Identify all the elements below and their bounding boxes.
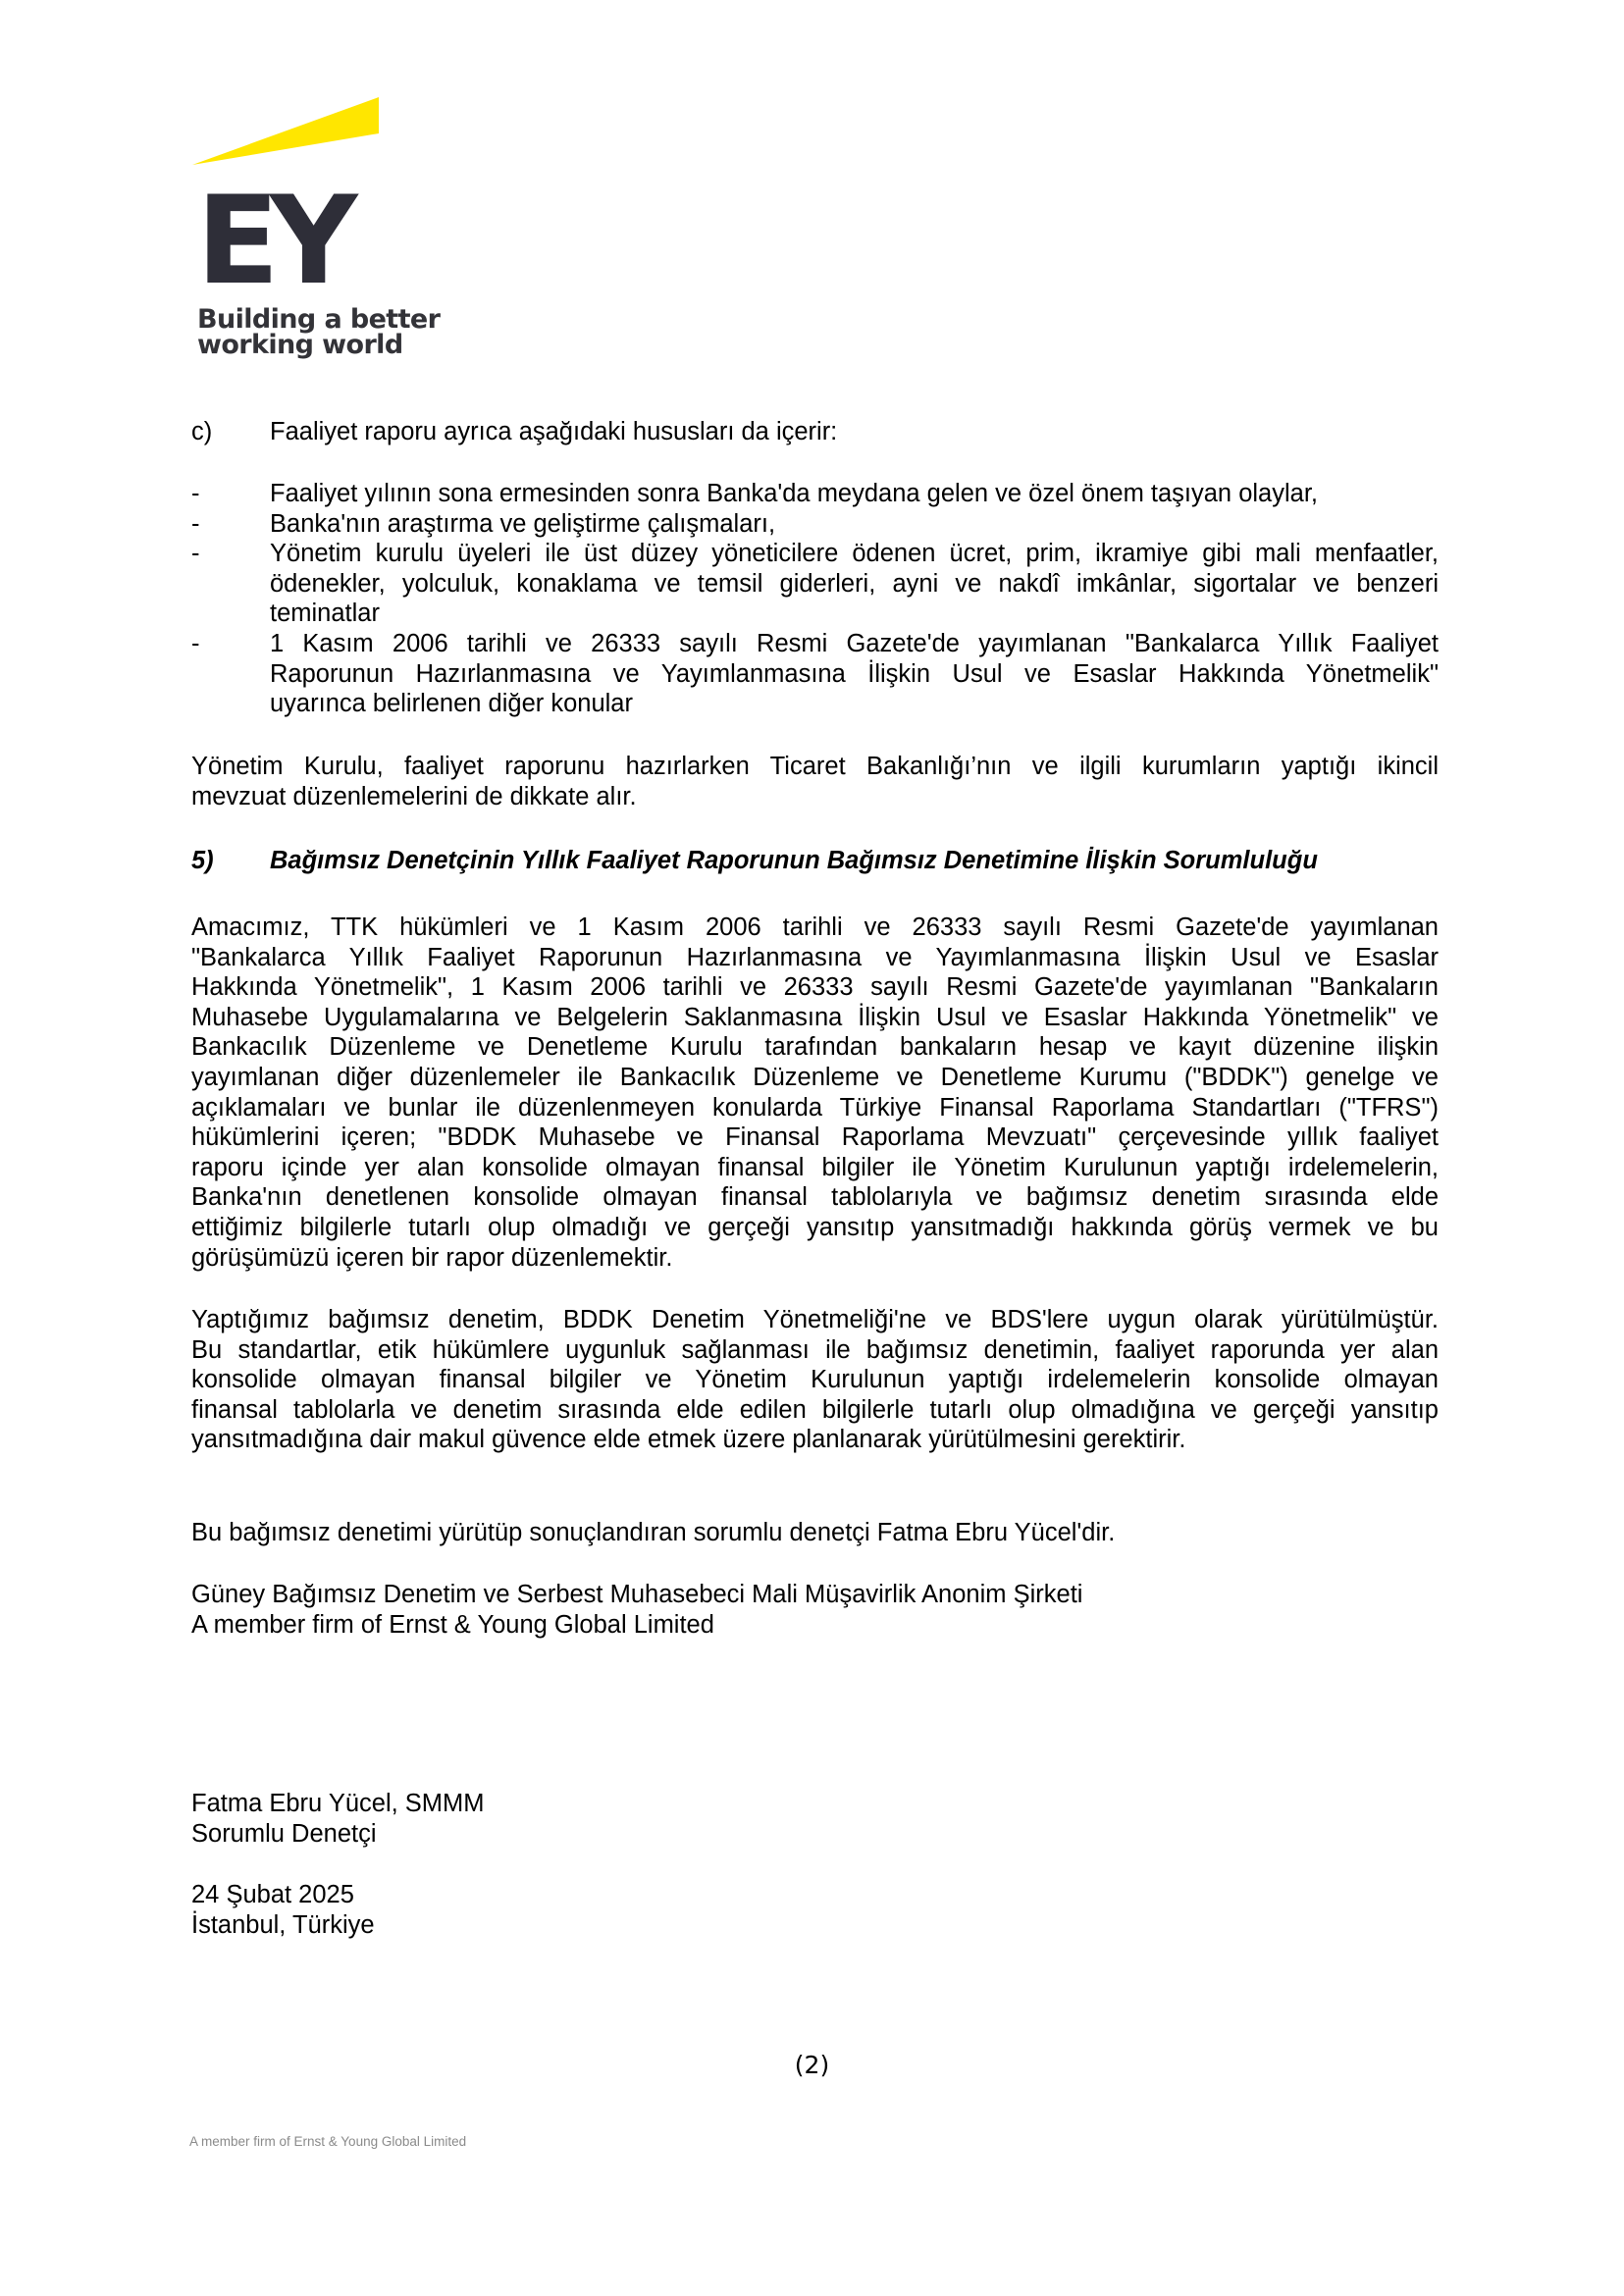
report-date: 24 Şubat 2025 [191, 1881, 354, 1908]
list-bullet: - [191, 630, 200, 657]
paragraph-line: Muhasebe Uygulamalarına ve Belgelerin Saklanmasına İlişkin Usul ve Esaslar Hakkında Yönetmelik" ve [191, 1003, 1439, 1031]
section-c-closing-line: mevzuat düzenlemelerini de dikkate alır. [191, 783, 637, 810]
list-item-line: ödenekler, yolculuk, konaklama ve temsil giderleri, ayni ve nakdî imkânlar, sigortalar ve benzeri [270, 570, 1439, 598]
ey-beam-icon [0, 0, 412, 196]
section-c-closing-line: Yönetim Kurulu, faaliyet raporunu hazırlarken Ticaret Bakanlığı’nın ve ilgili kurumların yaptığı ikincil [191, 753, 1439, 780]
list-item-line: uyarınca belirlenen diğer konular [270, 690, 633, 717]
ey-wordmark: EY [196, 171, 348, 312]
paragraph-line: hükümlerini içeren; "BDDK Muhasebe ve Finansal Raporlama Mevzuatı" çerçevesinde yıllık faaliyet [191, 1123, 1439, 1152]
signer-name: Fatma Ebru Yücel, SMMM [191, 1790, 485, 1817]
firm-membership: A member firm of Ernst & Young Global Limited [191, 1611, 714, 1639]
list-bullet: - [191, 480, 200, 507]
list-bullet: - [191, 540, 200, 567]
list-item-line: 1 Kasım 2006 tarihli ve 26333 sayılı Resmi Gazete'de yayımlanan "Bankalarca Yıllık Faaliyet [270, 630, 1439, 657]
paragraph-line: açıklamaları ve bunlar ile düzenlenmeyen konularda Türkiye Finansal Raporlama Standartları ("TFRS") [191, 1093, 1439, 1122]
paragraph-line: yayımlanan diğer düzenlemeler ile Bankacılık Düzenleme ve Denetleme Kurumu ("BDDK") genelge ve [191, 1064, 1439, 1091]
tagline-line-1: Building a better [197, 304, 441, 335]
list-item: Banka'nın araştırma ve geliştirme çalışmaları, [270, 510, 776, 538]
report-place: İstanbul, Türkiye [191, 1911, 375, 1939]
section-5-marker: 5) [191, 847, 214, 874]
page-footer: A member firm of Ernst & Young Global Limited [189, 2134, 467, 2149]
paragraph-line: Amacımız, TTK hükümleri ve 1 Kasım 2006 tarihli ve 26333 sayılı Resmi Gazete'de yayımlanan [191, 913, 1439, 941]
paragraph-line: finansal tablolarla ve denetim sırasında elde edilen bilgilerle tutarlı olup olmadığına ve gerçeği yansıtıp [191, 1395, 1439, 1424]
paragraph-line: Bankacılık Düzenleme ve Denetleme Kurulu tarafından bankaların hesap ve kayıt düzenine ilişkin [191, 1033, 1439, 1062]
tagline-line-2: working world [197, 330, 403, 360]
list-item-line: Raporunun Hazırlanmasına ve Yayımlanmasına İlişkin Usul ve Esaslar Hakkında Yönetmelik" [270, 660, 1439, 688]
section-5-title: Bağımsız Denetçinin Yıllık Faaliyet Raporunun Bağımsız Denetimine İlişkin Sorumluluğu [270, 847, 1318, 874]
paragraph-line: Hakkında Yönetmelik", 1 Kasım 2006 tarihli ve 26333 sayılı Resmi Gazete'de yayımlanan "Bankaların [191, 973, 1439, 1002]
firm-name: Güney Bağımsız Denetim ve Serbest Muhasebeci Mali Müşavirlik Anonim Şirketi [191, 1581, 1083, 1608]
paragraph-line: Yaptığımız bağımsız denetim, BDDK Denetim Yönetmeliği'ne ve BDS'lere uygun olarak yürütülmüştür. [191, 1306, 1439, 1333]
paragraph-line: konsolide olmayan finansal bilgiler ve Yönetim Kurulunun yaptığı irdelemelerin konsolide olmayan [191, 1366, 1439, 1394]
paragraph-line: görüşümüzü içeren bir rapor düzenlemektir. [191, 1243, 673, 1272]
logo-tagline [197, 304, 441, 360]
list-item-line: Yönetim kurulu üyeleri ile üst düzey yöneticilere ödenen ücret, prim, ikramiye gibi mali menfaatler, [270, 540, 1439, 567]
paragraph-line: Banka'nın denetlenen konsolide olmayan finansal tablolarıyla ve bağımsız denetim sırasında elde [191, 1183, 1439, 1212]
list-item-line: teminatlar [270, 600, 380, 627]
paragraph-line: ettiğimiz bilgilerle tutarlı olup olmadığı ve gerçeği yansıtıp yansıtmadığı hakkında görüş vermek ve bu [191, 1214, 1439, 1241]
page-number: (2) [794, 2051, 830, 2079]
paragraph-line: Bu standartlar, etik hükümlere uygunluk sağlanması ile bağımsız denetimin, faaliyet raporunda yer alan [191, 1335, 1439, 1364]
paragraph-line: yansıtmadığına dair makul güvence elde etmek üzere planlanarak yürütülmesini gerektirir. [191, 1426, 1186, 1454]
list-item: Faaliyet yılının sona ermesinden sonra Banka'da meydana gelen ve özel önem taşıyan olaylar, [270, 480, 1318, 507]
section-c-intro: Faaliyet raporu ayrıca aşağıdaki hususları da içerir: [270, 418, 838, 445]
section-c-marker: c) [191, 418, 213, 445]
paragraph-line: raporu içinde yer alan konsolide olmayan finansal bilgiler ile Yönetim Kurulunun yaptığı irdelemelerin, [191, 1153, 1439, 1181]
signer-title: Sorumlu Denetçi [191, 1820, 377, 1848]
responsible-auditor-statement: Bu bağımsız denetimi yürütüp sonuçlandıran sorumlu denetçi Fatma Ebru Yücel'dir. [191, 1519, 1116, 1546]
list-bullet: - [191, 510, 200, 538]
paragraph-line: "Bankalarca Yıllık Faaliyet Raporunun Hazırlanmasına ve Yayımlanmasına İlişkin Usul ve Esaslar [191, 943, 1439, 971]
